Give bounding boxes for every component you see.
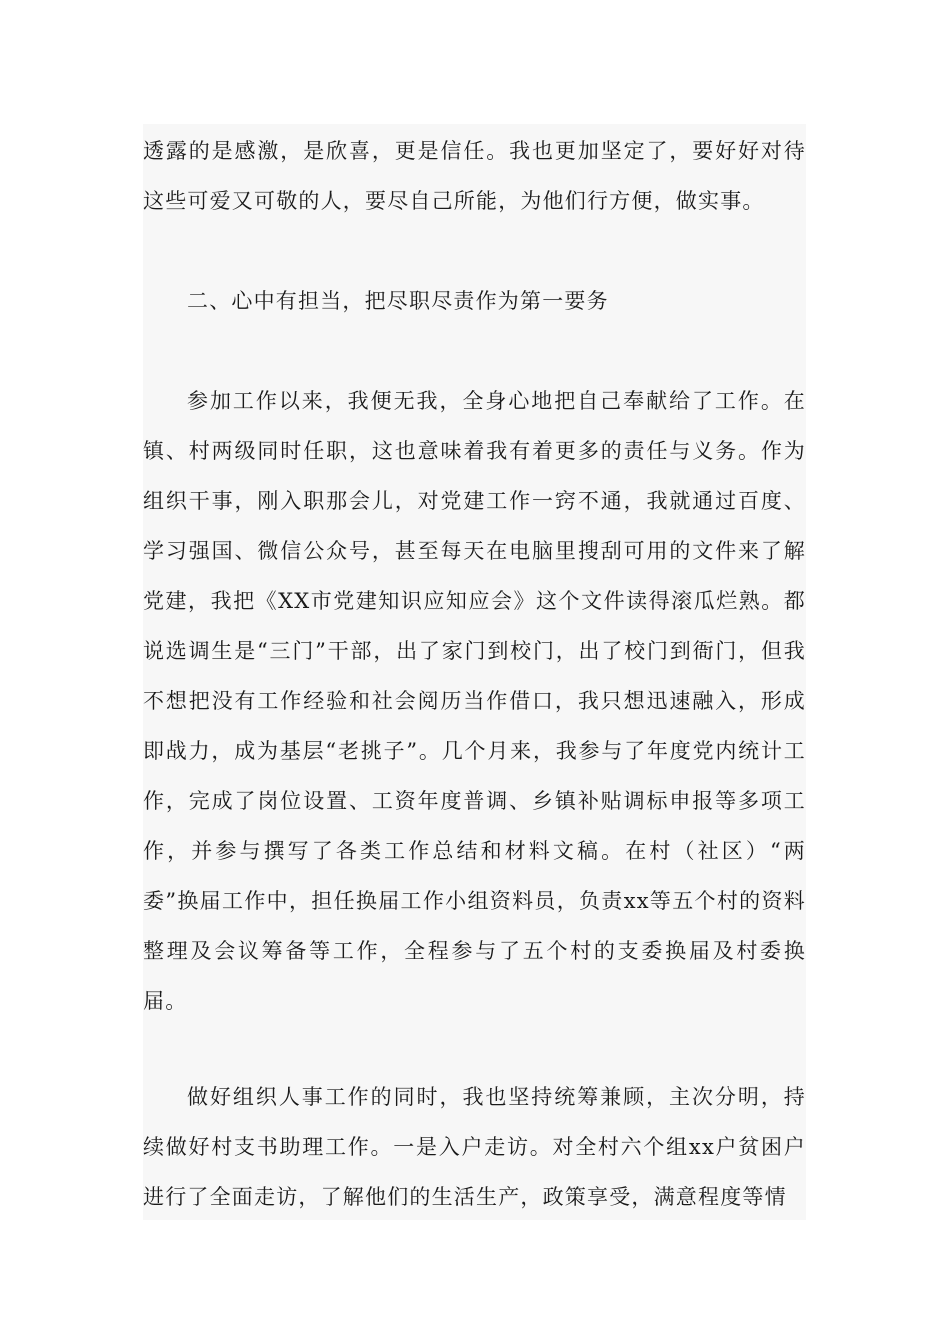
paragraph-work-since-joining: 参加工作以来，我便无我，全身心地把自己奉献给了工作。在镇、村两级同时任职，这也意味着我有着更多的责任与义务。作为组织干事，刚入职那会儿，对党建工作一窍不通，我就通过百度、学习强国、微信公众号，甚至每天在电脑里搜刮可用的文件来了解党建，我把《XX市党建知识应知应会》这个文件读得滚瓜烂熟。都说选调生是“三门”干部，出了家门到校门，出了校门到衙门，但我不想把没有工作经验和社会阅历当作借口，我只想迅速融入，形成即战力，成为基层“老挑子”。几个月来，我参与了年度党内统计工作，完成了岗位设置、工资年度普调、乡镇补贴调标申报等多项工作，并参与撰写了各类工作总结和材料文稿。在村（社区）“两委”换届工作中，担任换届工作小组资料员，负责xx等五个村的资料整理及会议筹备等工作，全程参与了五个村的支委换届及村委换届。 xyxy=(143,389,806,1013)
paragraph-continuation: 透露的是感激，是欣喜，更是信任。我也更加坚定了，要好好对待这些可爱又可敬的人，要尽自己所能，为他们行方便，做实事。 xyxy=(143,139,806,213)
document-body xyxy=(143,124,806,1220)
section-heading: 二、心中有担当，把尽职尽责作为第一要务 xyxy=(187,289,609,313)
paragraph-village-assistant: 做好组织人事工作的同时，我也坚持统筹兼顾，主次分明，持续做好村支书助理工作。一是入户走访。对全村六个组xx户贫困户进行了全面走访，了解他们的生活生产，政策享受，满意程度等情 xyxy=(143,1085,806,1209)
